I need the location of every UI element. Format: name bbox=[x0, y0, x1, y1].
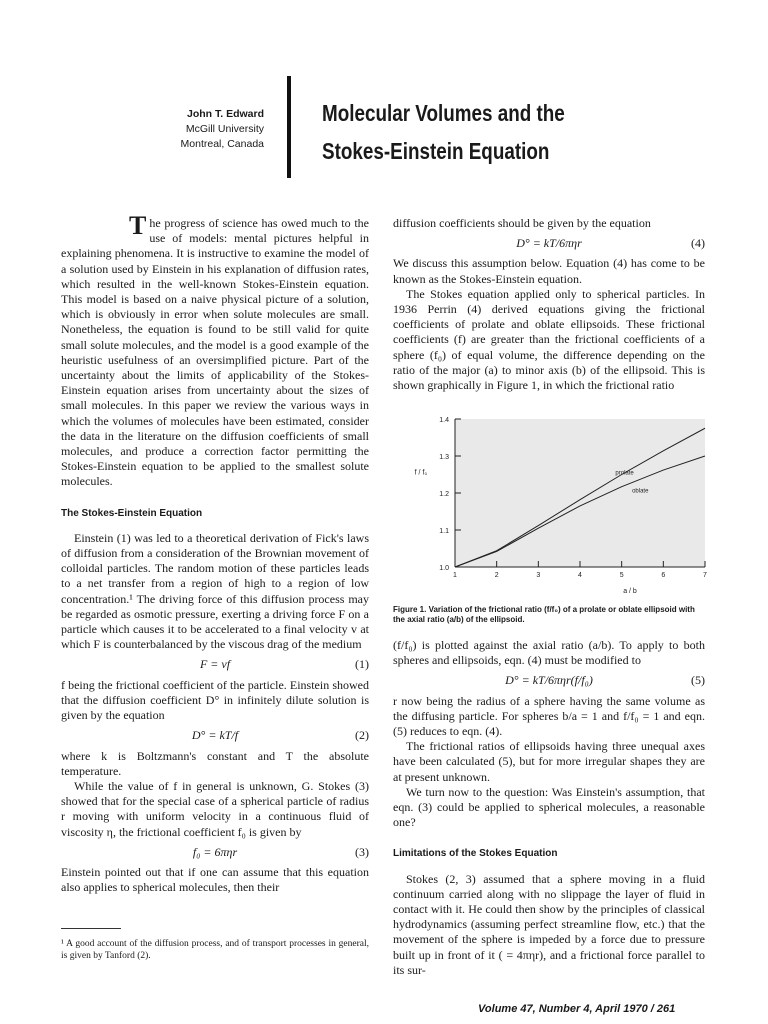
author-name: John T. Edward bbox=[186, 108, 264, 120]
equation-text: D° = kT/f bbox=[191, 728, 239, 743]
equation-text: f₀ = 6πηr bbox=[192, 844, 238, 859]
title-divider bbox=[287, 76, 291, 178]
paragraph: r now being the radius of a sphere having the same volume as the diffusing particle. For spheres b/a = 1 and f/f₀ = 1 and eqn. (5) reduces to eqn. (4). bbox=[393, 693, 705, 739]
equation-number: (4) bbox=[691, 236, 705, 251]
title-line-1: Molecular Volumes and the bbox=[322, 100, 565, 126]
equation-2 bbox=[61, 723, 369, 748]
equation-text: D° = kT/6πηr(f/f₀) bbox=[505, 673, 593, 688]
x-tick-label: 5 bbox=[619, 572, 624, 579]
author-location: Montreal, Canada bbox=[180, 138, 264, 150]
x-tick-label: 3 bbox=[536, 572, 541, 579]
paragraph: We discuss this assumption below. Equation (4) has come to be known as the Stokes-Einstein equation. bbox=[393, 256, 705, 286]
figure-caption: Figure 1. Variation of the frictional ratio (f/f₀) of a prolate or oblate ellipsoid with the axial ratio (a/b) of the ellipsoid. bbox=[393, 605, 695, 624]
title-line-2: Stokes-Einstein Equation bbox=[322, 138, 550, 164]
section-heading-stokes-einstein: The Stokes-Einstein Equation bbox=[61, 507, 203, 519]
section-heading-limitations: Limitations of the Stokes Equation bbox=[393, 848, 558, 860]
paragraph: (f/f₀) is plotted against the axial ratio (a/b). To apply to both spheres and ellipsoids, eqn. (4) must be modified to bbox=[393, 638, 705, 668]
figure-1-chart bbox=[393, 407, 713, 607]
x-tick-label: 1 bbox=[453, 572, 457, 579]
paragraph: While the value of f in general is unknown, G. Stokes (3) showed that for the special case of a spherical particle of radius r moving with uniform velocity in a continuous fluid of viscosity η, the frictional coefficient f₀ is given by bbox=[61, 778, 369, 839]
equation-4 bbox=[393, 231, 705, 256]
series-label-prolate: prolate bbox=[615, 470, 634, 477]
x-tick-label: 7 bbox=[703, 572, 707, 579]
paragraph: The frictional ratios of ellipsoids having three unequal axes have been calculated (5), but for more irregular shapes they are at present unknown. bbox=[393, 739, 705, 784]
intro-paragraph bbox=[61, 211, 369, 490]
right-column-top bbox=[393, 216, 705, 393]
left-column bbox=[61, 211, 369, 895]
footnote-divider bbox=[61, 928, 121, 929]
equation-number: (5) bbox=[691, 673, 705, 688]
drop-cap: T bbox=[129, 211, 147, 240]
paragraph: The Stokes equation applied only to spherical particles. In 1936 Perrin (4) derived equations giving the frictional coefficients of prolate and oblate ellipsoids. These frictional coefficients (f) are greater than the frictional coefficients of a sphere (f₀) of equal volume, the difference depending on the ratio of the major (a) to minor axis (b) of the ellipsoid. This is shown graphically in Figure 1, in which the frictional ratio bbox=[393, 286, 705, 393]
equation-5 bbox=[393, 668, 705, 693]
page-footer: Volume 47, Number 4, April 1970 / 261 bbox=[478, 1003, 676, 1015]
y-tick-label: 1.4 bbox=[439, 417, 449, 424]
author-block bbox=[150, 107, 264, 152]
footnote: ¹ A good account of the diffusion process, and of transport processes in general, is given by Tanford (2). bbox=[61, 939, 369, 961]
equation-1 bbox=[61, 652, 369, 677]
paragraph: diffusion coefficients should be given by the equation bbox=[393, 216, 651, 230]
paragraph: Einstein pointed out that if one can assume that this equation also applies to spherical molecules, then their bbox=[61, 864, 369, 895]
x-tick-label: 2 bbox=[494, 572, 499, 579]
paragraph: where k is Boltzmann's constant and T the absolute temperature. bbox=[61, 748, 369, 778]
equation-3 bbox=[61, 840, 369, 865]
equation-text: F = vf bbox=[199, 657, 231, 672]
article-title bbox=[322, 94, 565, 170]
paragraph: Einstein (1) was led to a theoretical derivation of Fick's laws of diffusion from a consideration of the Brownian movement of colloidal particles. The random motion of these particles leads to a net transfer from a region of high to a region of low concentration.¹ The driving force of this diffusion process may be regarded as osmotic pressure, exerting a driving force F on a particle which causes it to be accelerated to a final velocity v at which F is counterbalanced by the viscous drag of the medium bbox=[61, 530, 369, 652]
x-tick-label: 6 bbox=[661, 572, 666, 579]
y-tick-label: 1.2 bbox=[439, 491, 449, 498]
paragraph: f being the frictional coefficient of the particle. Einstein showed that the diffusion coefficient D° in infinitely dilute solution is given by the equation bbox=[61, 677, 369, 723]
equation-number: (2) bbox=[355, 728, 369, 743]
x-tick-label: 4 bbox=[578, 572, 582, 579]
author-affiliation: McGill University bbox=[185, 123, 264, 135]
right-column-bottom bbox=[393, 638, 705, 978]
y-tick-label: 1.1 bbox=[439, 528, 449, 535]
x-axis-label: a / b bbox=[623, 588, 637, 595]
paragraph: Stokes (2, 3) assumed that a sphere moving in a fluid continuum carried along with no slippage the layer of fluid in contact with it. He could then show by the principles of classical hydrodynamics (assuming perfect streamline flow, etc.) that the movement of the sphere is impeded by a force due to pressure built up in front of it ( = 4πηr), and a frictional force parallel to its sur- bbox=[393, 871, 705, 977]
equation-text: D° = kT/6πηr bbox=[516, 236, 582, 251]
equation-number: (1) bbox=[355, 657, 369, 672]
equation-number: (3) bbox=[355, 844, 369, 859]
paragraph: We turn now to the question: Was Einstein's assumption, that eqn. (3) could be applied to spherical molecules, a reasonable one? bbox=[393, 784, 705, 830]
y-axis-label: f / f₀ bbox=[414, 469, 428, 477]
plot-area bbox=[455, 419, 705, 567]
series-label-oblate: oblate bbox=[632, 488, 649, 495]
y-tick-label: 1.0 bbox=[439, 565, 449, 572]
y-tick-label: 1.3 bbox=[439, 454, 449, 461]
intro-text: he progress of science has owed much to the use of models: mental pictures helpful in explaining phenomena. It is instructive to examine the model of a solution used by Einstein in his explanation of diffusion rates, which resulted in the well-known Stokes-Einstein equation. This model is based on a naive physical picture of a solution, which is obviously in error when solute molecules are small. Nonetheless, the equation is found to be still valid for quite small solute molecules, and the model is a good example of the heuristic usefulness of an oversimplified picture. Part of the uncertainty about the limits of applicability of the Stokes-Einstein equation arises from uncertainty about the sizes of small molecules. In this paper we review the various ways in which the volumes of molecules have been estimated, consider the data in the literature on the diffusion coefficients of small molecules, and produce a correction factor permitting the Stokes-Einstein equation to be applied to the smallest solute molecules. bbox=[61, 216, 369, 489]
